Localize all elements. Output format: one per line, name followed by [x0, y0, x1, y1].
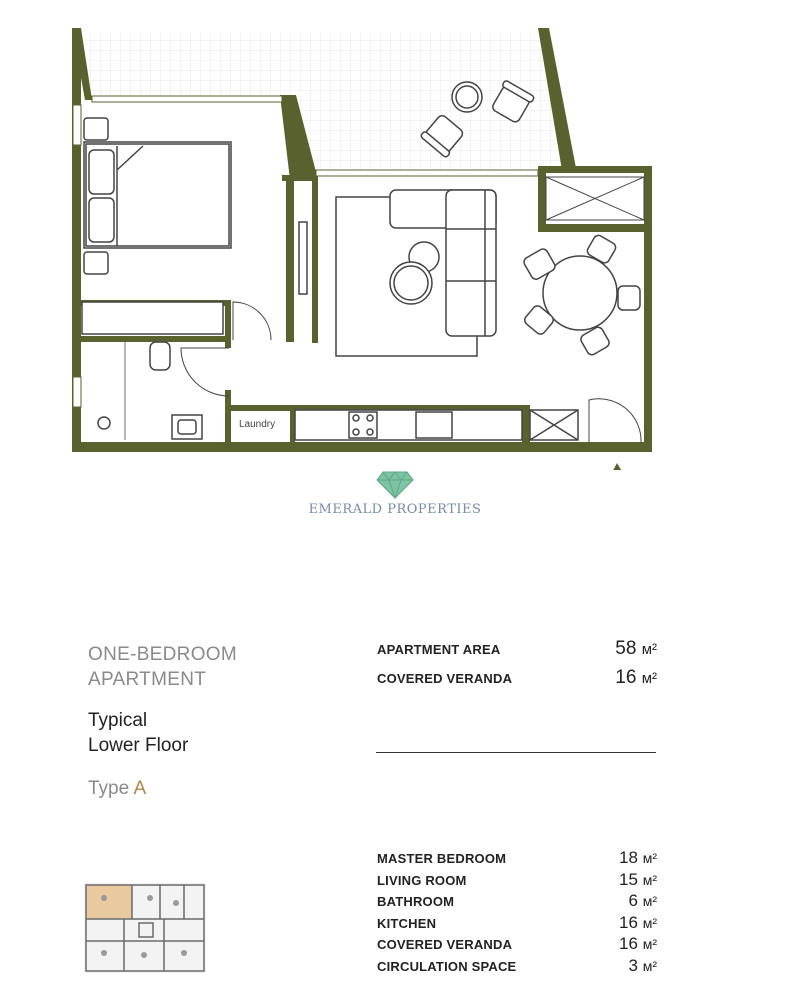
room-row: CIRCULATION SPACE 3 м²	[377, 955, 657, 975]
logo	[300, 470, 490, 530]
apartment-title: ONE-BEDROOM APARTMENT	[88, 644, 237, 690]
diamond-icon	[375, 470, 415, 500]
divider	[376, 752, 656, 753]
kitchen-fixtures	[295, 410, 578, 440]
bedroom-furniture	[82, 118, 231, 334]
room-areas	[377, 848, 657, 977]
apartment-info	[88, 642, 368, 800]
room-row: BATHROOM 6 м²	[377, 891, 657, 910]
room-row: KITCHEN 16 м²	[377, 912, 657, 932]
room-row: COVERED VERANDA 16 м²	[377, 934, 657, 953]
room-row: LIVING ROOM 15 м²	[377, 869, 657, 889]
dining-furniture	[522, 234, 640, 357]
living-furniture	[299, 190, 496, 356]
floor-label: Typical Lower Floor	[88, 710, 189, 756]
entrance-arrow-icon	[608, 463, 627, 470]
type-label: Type A	[88, 778, 147, 799]
logo-text: EMERALD PROPERTIES	[308, 502, 482, 517]
area-summary	[377, 638, 657, 696]
room-row: MASTER BEDROOM 18 м²	[377, 848, 657, 867]
key-plan-highlight	[86, 885, 132, 919]
summary-row: COVERED VERANDA 16 м²	[377, 667, 657, 688]
floor-plan	[0, 0, 788, 470]
key-plan	[84, 883, 206, 973]
laundry-label: Laundry	[239, 419, 276, 430]
bathroom-fixtures	[98, 342, 202, 440]
summary-row: APARTMENT AREA 58 м²	[377, 638, 657, 659]
